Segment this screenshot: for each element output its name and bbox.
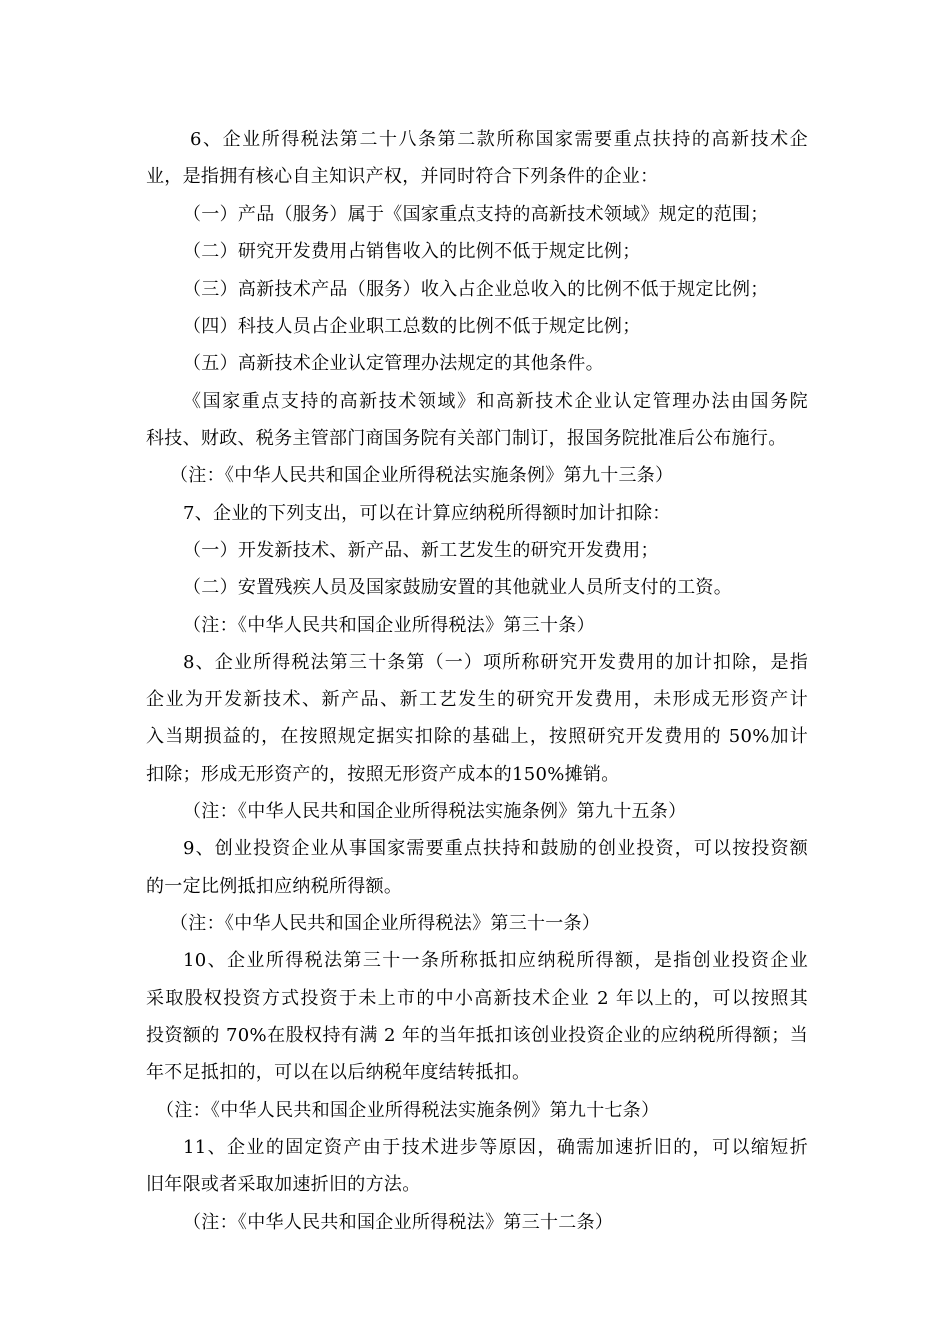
- paragraph-line: 采取股权投资方式投资于未上市的中小高新技术企业 2 年以上的，可以按照其: [146, 988, 808, 1009]
- paragraph-line: 8、企业所得税法第三十条第（一）项所称研究开发费用的加计扣除，是指: [183, 652, 808, 673]
- citation-note: （注：《中华人民共和国企业所得税法》第三十一条）: [170, 913, 601, 934]
- list-item: （二）研究开发费用占销售收入的比例不低于规定比例；: [183, 241, 641, 262]
- paragraph-line: 投资额的 70%在股权持有满 2 年的当年抵扣该创业投资企业的应纳税所得额；当: [146, 1025, 808, 1046]
- paragraph-line: 扣除；形成无形资产的，按照无形资产成本的150%摊销。: [146, 764, 620, 785]
- citation-note: （注：《中华人民共和国企业所得税法实施条例》第九十三条）: [170, 465, 674, 486]
- paragraph-line: 的一定比例抵扣应纳税所得额。: [146, 876, 403, 897]
- paragraph-line: 业，是指拥有核心自主知识产权，并同时符合下列条件的企业：: [146, 166, 659, 187]
- paragraph-line: 11、企业的固定资产由于技术进步等原因，确需加速折旧的，可以缩短折: [183, 1137, 808, 1158]
- paragraph-line: 7、企业的下列支出，可以在计算应纳税所得额时加计扣除：: [183, 503, 671, 524]
- list-item: （三）高新技术产品（服务）收入占企业总收入的比例不低于规定比例；: [183, 279, 769, 300]
- paragraph-line: 旧年限或者采取加速折旧的方法。: [146, 1174, 421, 1195]
- list-item: （二）安置残疾人员及国家鼓励安置的其他就业人员所支付的工资。: [183, 577, 732, 598]
- citation-note: （注：《中华人民共和国企业所得税法》第三十条）: [183, 615, 595, 636]
- paragraph-line: 9、创业投资企业从事国家需要重点扶持和鼓励的创业投资，可以按投资额: [183, 838, 808, 859]
- list-item: （五）高新技术企业认定管理办法规定的其他条件。: [183, 353, 604, 374]
- citation-note: （注：《中华人民共和国企业所得税法》第三十二条）: [183, 1212, 614, 1233]
- list-item: （四）科技人员占企业职工总数的比例不低于规定比例；: [183, 316, 641, 337]
- paragraph-line: 年不足抵扣的，可以在以后纳税年度结转抵扣。: [146, 1062, 531, 1083]
- paragraph-line: 入当期损益的，在按照规定据实扣除的基础上，按照研究开发费用的 50%加计: [146, 726, 808, 747]
- citation-note: （注：《中华人民共和国企业所得税法实施条例》第九十七条）: [156, 1100, 660, 1121]
- paragraph-line: 科技、财政、税务主管部门商国务院有关部门制订，报国务院批准后公布施行。: [146, 428, 787, 449]
- paragraph-line: 企业为开发新技术、新产品、新工艺发生的研究开发费用，未形成无形资产计: [146, 689, 808, 710]
- list-item: （一）产品（服务）属于《国家重点支持的高新技术领域》规定的范围；: [183, 204, 769, 225]
- paragraph-line: 《国家重点支持的高新技术领域》和高新技术企业认定管理办法由国务院: [183, 391, 808, 412]
- list-item: （一）开发新技术、新产品、新工艺发生的研究开发费用；: [183, 540, 659, 561]
- citation-note: （注：《中华人民共和国企业所得税法实施条例》第九十五条）: [183, 801, 687, 822]
- paragraph-line: 6、企业所得税法第二十八条第二款所称国家需要重点扶持的高新技术企: [190, 129, 808, 150]
- paragraph-line: 10、企业所得税法第三十一条所称抵扣应纳税所得额，是指创业投资企业: [183, 950, 808, 971]
